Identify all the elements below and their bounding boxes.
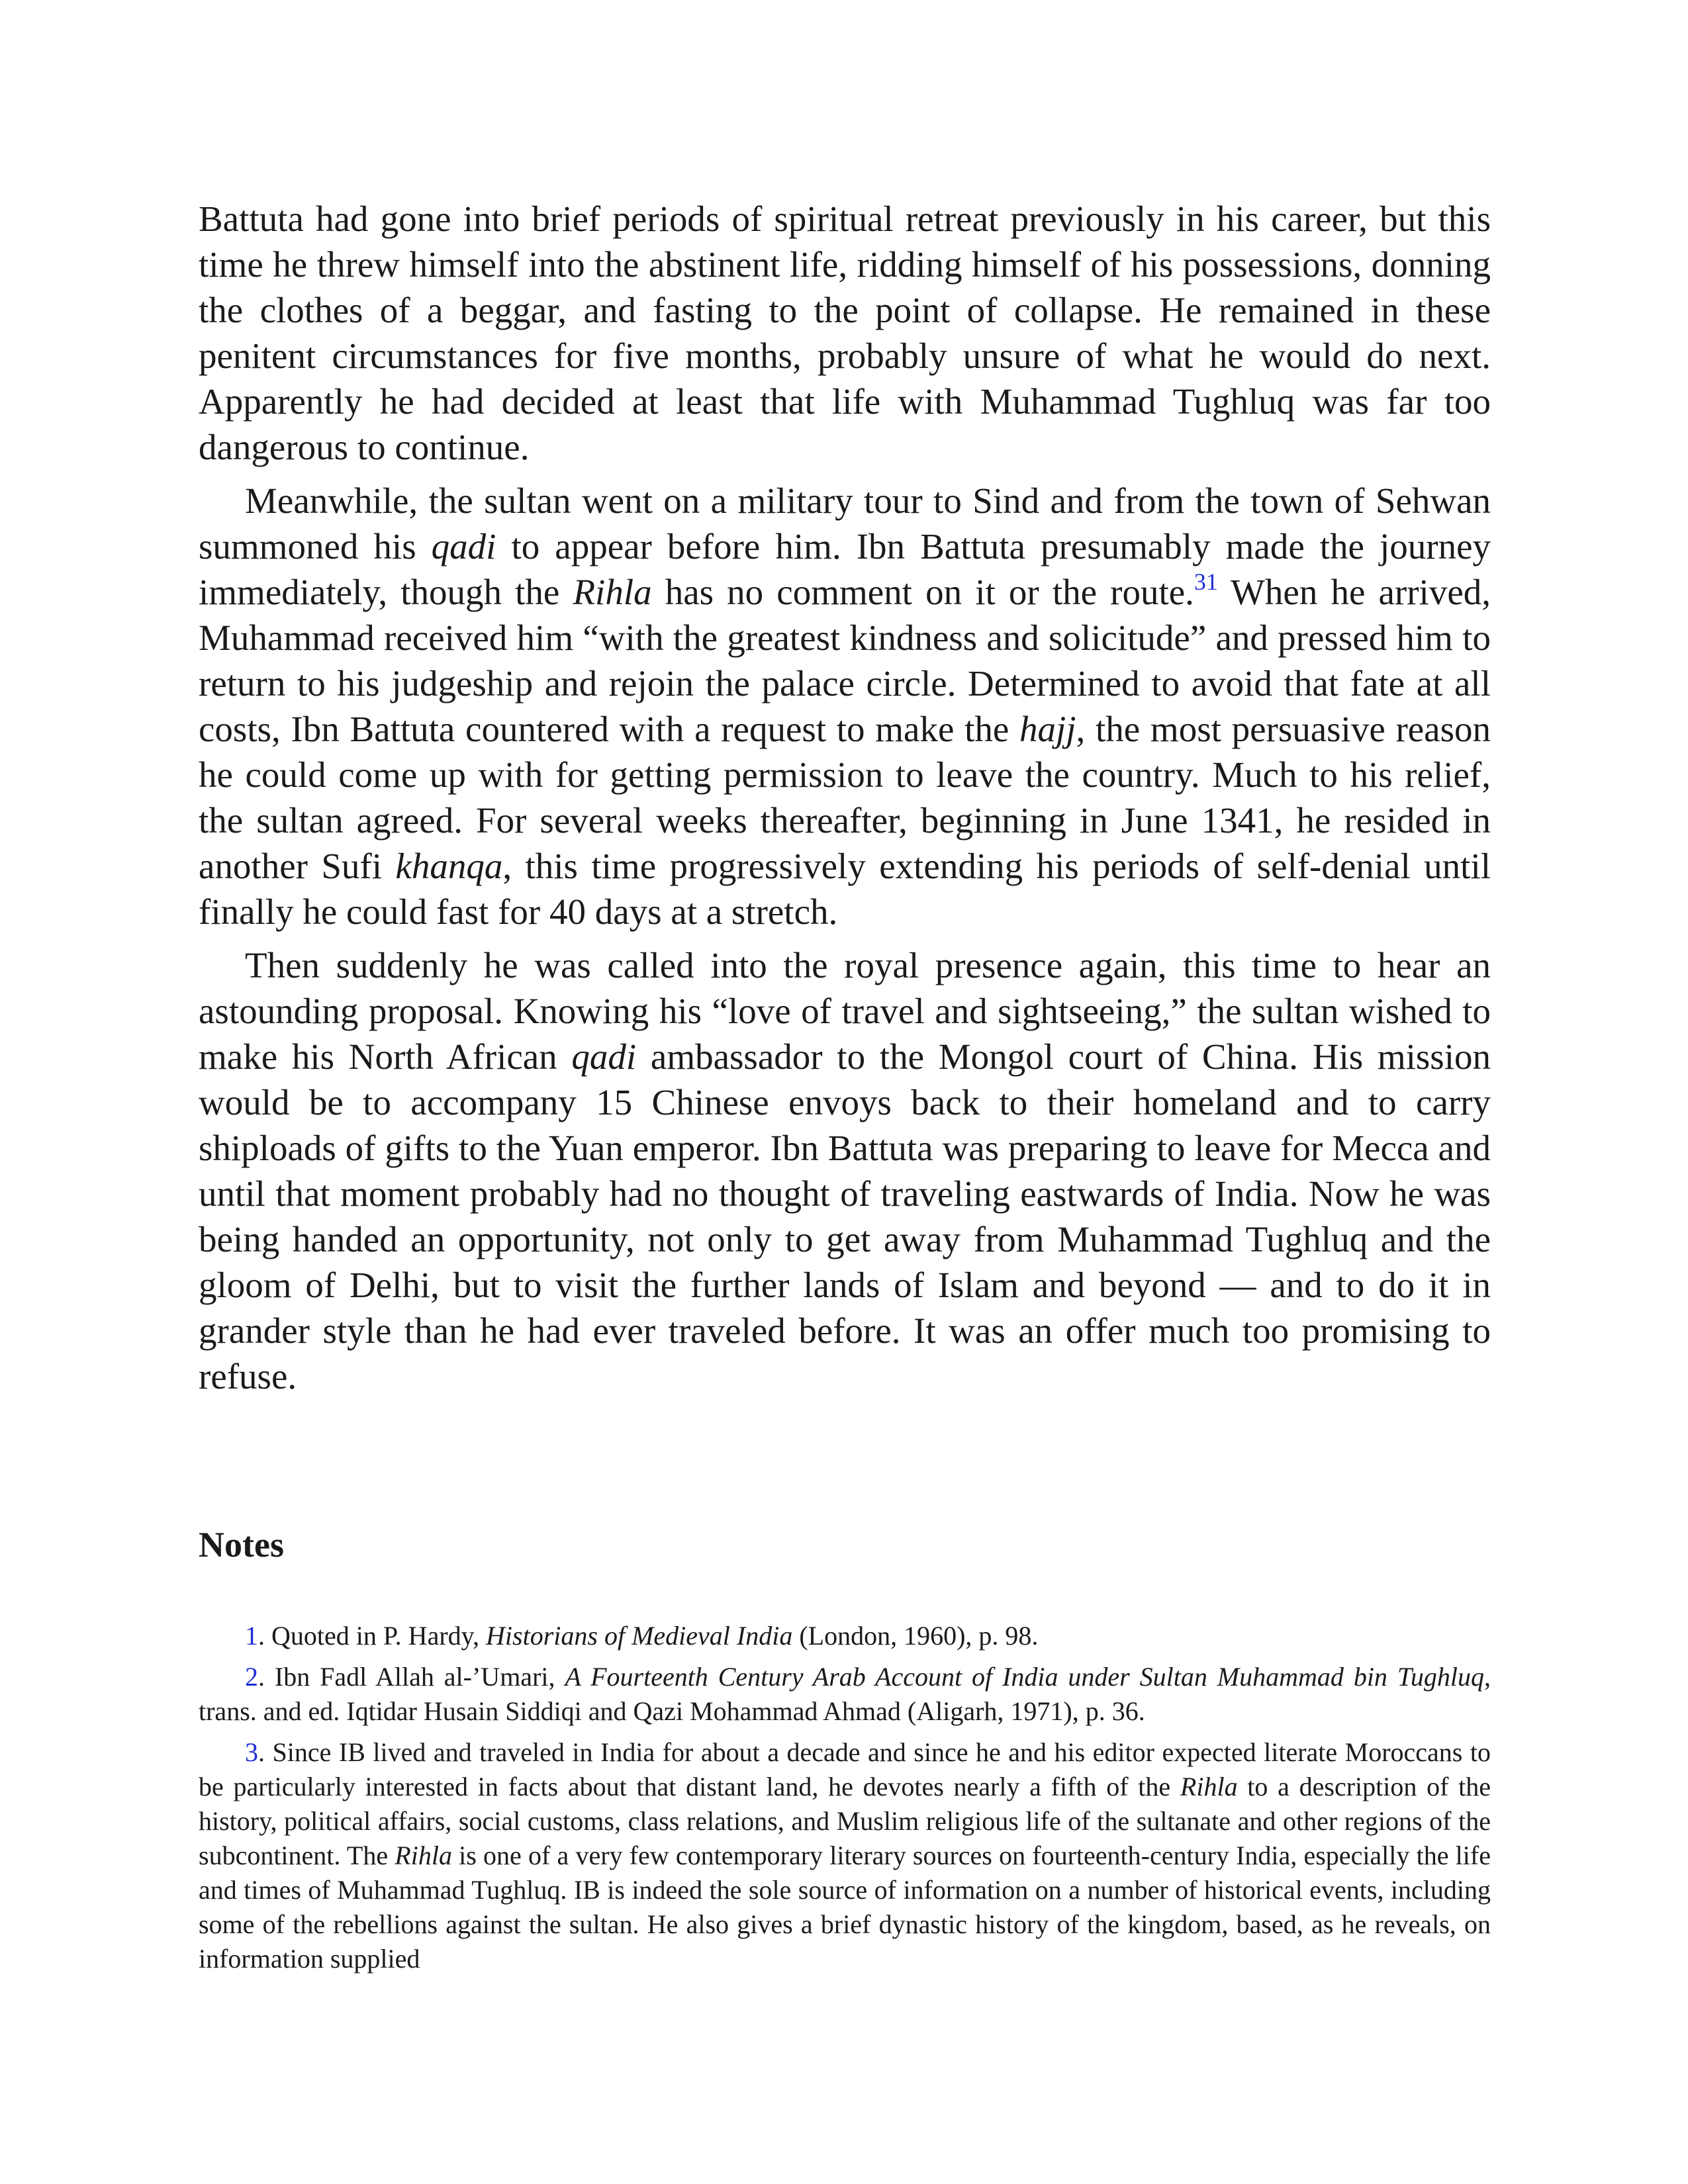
note-3: 3. Since IB lived and traveled in India for about a decade and since he and his editor expected literate Moroccans to be particularly interested in facts about that distant land, he devotes nearly a fifth of the Rihla to a description of the history, political affairs, social customs, class relations, and Muslim religious life of the sultanate and other regions of the subcontinent. The Rihla is one of a very few contemporary literary sources on fourteenth-century India, especially the life and times of Muhammad Tughluq. IB is indeed the sole source of information on a number of historical events, including some of the rebellions against the sultan. He also gives a brief dynastic history of the kingdom, based, as he reveals, on information supplied — [199, 1737, 1491, 1974]
italic-term: khanqa — [395, 846, 503, 886]
note-number-link[interactable]: 2 — [245, 1662, 258, 1692]
italic-term: hajj — [1019, 709, 1076, 749]
note-2: 2. Ibn Fadl Allah al-’Umari, A Fourteenth Century Arab Account of India under Sultan Muhammad bin Tughluq, trans. and ed. Iqtidar Husain Siddiqi and Qazi Mohammad Ahmad (Aligarh, 1971), p. 36. — [199, 1662, 1491, 1726]
italic-term: qadi — [571, 1036, 637, 1077]
footnote-link-31[interactable]: 31 — [1194, 569, 1218, 595]
paragraph-2: Meanwhile, the sultan went on a military tour to Sind and from the town of Sehwan summoned his qadi to appear before him. Ibn Battuta presumably made the journey immediately, though the Rihla has no comment on it or the route.$^{31}$ When he arrived, Muhammad received him “with the greatest kindness and solicitude” and pressed him to return to his judgeship and rejoin the palace circle. Determined to avoid that fate at all costs, Ibn Battuta countered with a request to make the hajj, the most persuasive reason he could come up with for getting permission to leave the country. Much to his relief, the sultan agreed. For several weeks thereafter, beginning in June 1341, he resided in another Sufi khanqa, this time progressively extending his periods of self-denial until finally he could fast for 40 days at a stretch. — [199, 480, 1491, 932]
notes-heading: Notes — [199, 1525, 284, 1565]
note-1: 1. Quoted in P. Hardy, Historians of Medieval India (London, 1960), p. 98. — [245, 1621, 1039, 1651]
note-number-link[interactable]: 1 — [245, 1621, 258, 1651]
note-number-link[interactable]: 3 — [245, 1737, 258, 1767]
italic-term: Rihla — [573, 572, 652, 612]
paragraph-1: Battuta had gone into brief periods of spiritual retreat previously in his career, but this time he threw himself into the abstinent life, ridding himself of his possessions, donning the clothes of a beggar, and fasting to the point of collapse. He remained in these penitent circumstances for five months, probably unsure of what he would do next. Apparently he had decided at least that life with Muhammad Tughluq was far too dangerous to continue. — [199, 199, 1491, 467]
notes-list — [199, 1619, 1491, 1983]
main-text — [199, 196, 1491, 1407]
italic-term: qadi — [431, 526, 496, 567]
paragraph-3: Then suddenly he was called into the royal presence again, this time to hear an astounding proposal. Knowing his “love of travel and sightseeing,” the sultan wished to make his North African qadi ambassador to the Mongol court of China. His mission would be to accompany 15 Chinese envoys back to their homeland and to carry shiploads of gifts to the Yuan emperor. Ibn Battuta was preparing to leave for Mecca and until that moment probably had no thought of traveling eastwards of India. Now he was being handed an opportunity, not only to get away from Muhammad Tughluq and the gloom of Delhi, but to visit the further lands of Islam and beyond — and to do it in grander style than he had ever traveled before. It was an offer much too promising to refuse. — [199, 945, 1491, 1396]
